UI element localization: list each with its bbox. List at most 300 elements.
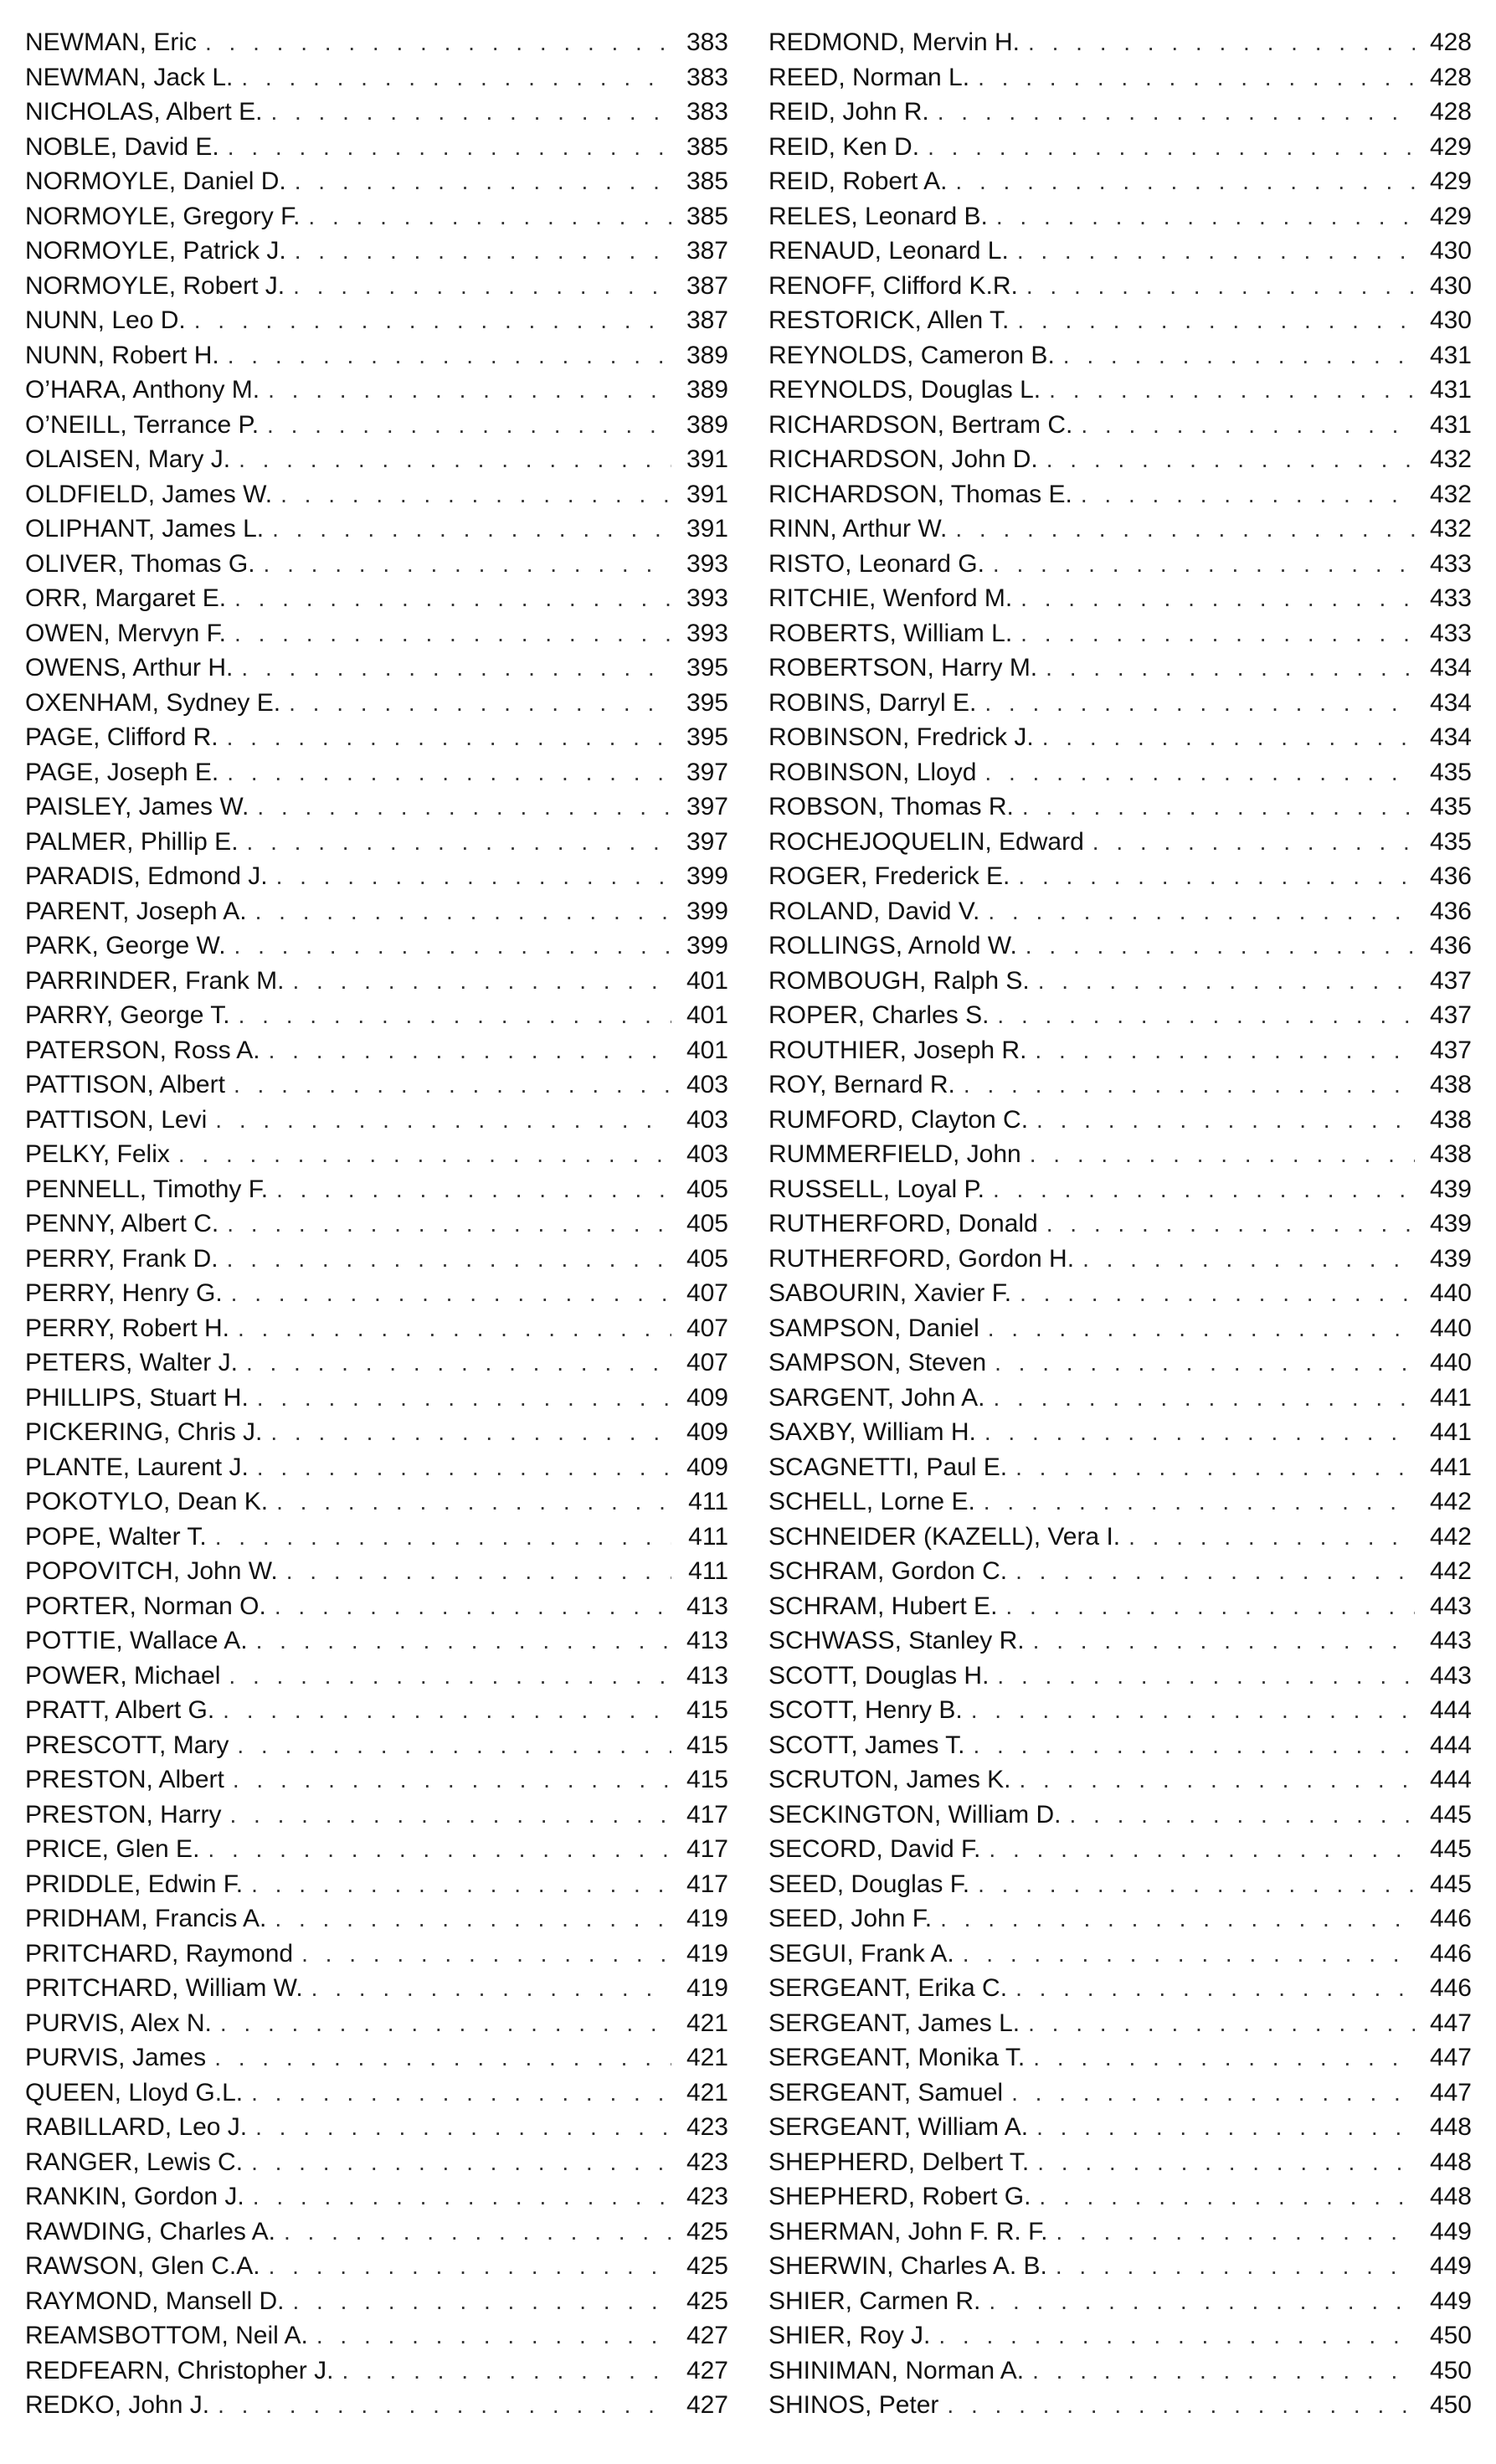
dot-leader bbox=[251, 1867, 671, 1902]
index-entry bbox=[769, 373, 1472, 408]
index-entry bbox=[769, 512, 1472, 547]
entry-name: ROLAND, David V. bbox=[769, 897, 980, 925]
dot-leader bbox=[963, 1937, 1415, 1972]
entry-page-number: 434 bbox=[1429, 688, 1472, 717]
dot-leader bbox=[311, 1971, 671, 2006]
dot-leader bbox=[228, 130, 671, 165]
entry-page-number: 449 bbox=[1429, 2217, 1472, 2245]
index-entry bbox=[769, 1901, 1472, 1937]
index-entry bbox=[25, 1242, 728, 1277]
entry-name: SCHELL, Lorne E. bbox=[769, 1488, 975, 1515]
entry-name: SAMPSON, Steven bbox=[769, 1349, 987, 1376]
entry-page-number: 385 bbox=[686, 132, 728, 161]
entry-name: RINN, Arthur W. bbox=[769, 515, 948, 543]
index-entry bbox=[25, 1693, 728, 1728]
index-entry bbox=[769, 1971, 1472, 2006]
index-entry bbox=[25, 1867, 728, 1902]
dot-leader bbox=[276, 1172, 671, 1207]
entry-page-number: 403 bbox=[686, 1071, 728, 1098]
entry-name: SHERMAN, John F. R. F. bbox=[769, 2217, 1048, 2245]
dot-leader bbox=[1038, 964, 1415, 999]
entry-name: NUNN, Leo D. bbox=[25, 306, 186, 334]
entry-name: RUMMERFIELD, John bbox=[769, 1140, 1021, 1168]
entry-name: ROBINSON, Lloyd bbox=[769, 758, 977, 786]
dot-leader bbox=[984, 686, 1415, 721]
index-entry bbox=[25, 1589, 728, 1624]
index-entry bbox=[769, 1728, 1472, 1763]
dot-leader bbox=[1033, 1623, 1415, 1659]
entry-page-number: 432 bbox=[1429, 480, 1472, 508]
index-entry bbox=[769, 1937, 1472, 1972]
dot-leader bbox=[237, 1728, 671, 1763]
dot-leader bbox=[1020, 616, 1415, 651]
dot-leader bbox=[239, 998, 671, 1033]
dot-leader bbox=[289, 686, 671, 721]
entry-page-number: 445 bbox=[1429, 1835, 1472, 1863]
entry-page-number: 385 bbox=[686, 202, 728, 230]
entry-name: O’NEILL, Terrance P. bbox=[25, 410, 260, 439]
dot-leader bbox=[227, 1242, 671, 1277]
index-entry bbox=[25, 2353, 728, 2389]
dot-leader bbox=[1028, 25, 1415, 60]
entry-page-number: 393 bbox=[686, 549, 728, 578]
entry-page-number: 389 bbox=[686, 410, 728, 439]
entry-name: NEWMAN, Eric bbox=[25, 28, 197, 56]
entry-name: SAXBY, William H. bbox=[769, 1418, 976, 1446]
entry-name: SCRUTON, James K. bbox=[769, 1766, 1011, 1793]
index-entry bbox=[25, 512, 728, 547]
index-entry bbox=[769, 95, 1472, 130]
dot-leader bbox=[993, 547, 1415, 582]
entry-page-number: 419 bbox=[686, 1939, 728, 1968]
entry-page-number: 436 bbox=[1429, 862, 1472, 890]
index-entry bbox=[25, 2284, 728, 2319]
entry-page-number: 438 bbox=[1429, 1105, 1472, 1134]
index-entry bbox=[769, 825, 1472, 860]
entry-name: ROY, Bernard R. bbox=[769, 1071, 955, 1098]
entry-name: SERGEANT, William A. bbox=[769, 2113, 1029, 2141]
dot-leader bbox=[1056, 2215, 1415, 2250]
entry-page-number: 407 bbox=[686, 1279, 728, 1307]
index-entry bbox=[25, 1484, 728, 1520]
dot-leader bbox=[1049, 373, 1415, 408]
entry-page-number: 417 bbox=[686, 1800, 728, 1829]
dot-leader bbox=[955, 512, 1415, 547]
index-entry bbox=[769, 1693, 1472, 1728]
entry-name: SCOTT, Douglas H. bbox=[769, 1661, 990, 1690]
entry-page-number: 440 bbox=[1429, 1349, 1472, 1376]
entry-name: RISTO, Leonard G. bbox=[769, 549, 984, 578]
dot-leader bbox=[342, 2353, 671, 2389]
entry-name: PERRY, Henry G. bbox=[25, 1279, 223, 1307]
entry-name: REYNOLDS, Douglas L. bbox=[769, 376, 1041, 404]
dot-leader bbox=[1018, 859, 1415, 894]
entry-page-number: 429 bbox=[1429, 202, 1472, 230]
entry-name: SHIER, Roy J. bbox=[769, 2322, 931, 2349]
entry-name: SARGENT, John A. bbox=[769, 1383, 985, 1412]
dot-leader bbox=[234, 929, 671, 964]
entry-name: SEGUI, Frank A. bbox=[769, 1939, 954, 1968]
index-entry bbox=[25, 2179, 728, 2215]
entry-page-number: 440 bbox=[1429, 1279, 1472, 1307]
index-entry bbox=[25, 408, 728, 443]
entry-name: PRICE, Glen E. bbox=[25, 1835, 200, 1863]
index-entry bbox=[25, 2040, 728, 2076]
dot-leader bbox=[1026, 929, 1415, 964]
index-entry bbox=[25, 998, 728, 1033]
entry-name: SHIER, Carmen R. bbox=[769, 2287, 981, 2315]
dot-leader bbox=[205, 25, 671, 60]
entry-name: OLDFIELD, James W. bbox=[25, 480, 273, 508]
dot-leader bbox=[269, 1033, 671, 1068]
dot-leader bbox=[275, 1589, 671, 1624]
entry-page-number: 432 bbox=[1429, 445, 1472, 473]
entry-name: PELKY, Felix bbox=[25, 1140, 170, 1168]
index-entry bbox=[769, 1867, 1472, 1902]
entry-page-number: 397 bbox=[686, 793, 728, 820]
index-entry bbox=[25, 1450, 728, 1485]
dot-leader bbox=[997, 1659, 1415, 1694]
dot-leader bbox=[223, 1693, 671, 1728]
entry-name: SCHRAM, Hubert E. bbox=[769, 1592, 998, 1620]
index-entry bbox=[769, 616, 1472, 651]
entry-page-number: 417 bbox=[686, 1835, 728, 1863]
dot-leader bbox=[1017, 234, 1415, 269]
dot-leader bbox=[229, 1659, 671, 1694]
dot-leader bbox=[293, 2284, 672, 2319]
index-entry bbox=[25, 547, 728, 582]
entry-page-number: 403 bbox=[686, 1140, 728, 1168]
entry-name: SCHNEIDER (KAZELL), Vera I. bbox=[769, 1522, 1121, 1551]
entry-page-number: 389 bbox=[686, 376, 728, 404]
index-entry bbox=[769, 1415, 1472, 1450]
dot-leader bbox=[1020, 1762, 1416, 1798]
entry-page-number: 399 bbox=[686, 862, 728, 890]
entry-page-number: 405 bbox=[686, 1244, 728, 1273]
entry-name: PAGE, Clifford R. bbox=[25, 723, 218, 751]
index-entry bbox=[769, 998, 1472, 1033]
entry-name: SECORD, David F. bbox=[769, 1835, 981, 1863]
entry-page-number: 417 bbox=[686, 1870, 728, 1898]
dot-leader bbox=[292, 964, 671, 999]
index-entry bbox=[769, 1033, 1472, 1068]
entry-name: PERRY, Frank D. bbox=[25, 1244, 218, 1273]
index-entry bbox=[769, 686, 1472, 721]
entry-page-number: 446 bbox=[1429, 1974, 1472, 2002]
index-entry bbox=[25, 1623, 728, 1659]
entry-name: PARRY, George T. bbox=[25, 1001, 230, 1029]
entry-page-number: 450 bbox=[1429, 2322, 1472, 2349]
entry-name: PAISLEY, James W. bbox=[25, 793, 249, 820]
dot-leader bbox=[272, 512, 671, 547]
index-entry bbox=[769, 1381, 1472, 1416]
dot-leader bbox=[993, 1172, 1415, 1207]
entry-page-number: 450 bbox=[1429, 2391, 1472, 2419]
entry-page-number: 409 bbox=[686, 1383, 728, 1412]
index-entry bbox=[25, 859, 728, 894]
entry-page-number: 425 bbox=[686, 2217, 728, 2245]
index-entry bbox=[25, 477, 728, 512]
index-entry bbox=[25, 95, 728, 130]
entry-name: REAMSBOTTOM, Neil A. bbox=[25, 2322, 308, 2349]
dot-leader bbox=[955, 164, 1415, 199]
entry-page-number: 403 bbox=[686, 1105, 728, 1134]
index-entry bbox=[769, 164, 1472, 199]
entry-page-number: 444 bbox=[1429, 1766, 1472, 1793]
index-entry bbox=[769, 581, 1472, 616]
index-entry bbox=[25, 338, 728, 373]
entry-name: PRESTON, Harry bbox=[25, 1800, 222, 1829]
index-entry bbox=[25, 1137, 728, 1172]
entry-page-number: 433 bbox=[1429, 584, 1472, 612]
dot-leader bbox=[1036, 2110, 1415, 2145]
index-entry bbox=[769, 408, 1472, 443]
index-entry bbox=[25, 1415, 728, 1450]
entry-page-number: 439 bbox=[1429, 1175, 1472, 1203]
entry-page-number: 421 bbox=[686, 2078, 728, 2106]
index-entry bbox=[25, 581, 728, 616]
entry-page-number: 427 bbox=[686, 2322, 728, 2349]
dot-leader bbox=[257, 1450, 671, 1485]
dot-leader bbox=[1046, 1206, 1415, 1242]
entry-name: NORMOYLE, Daniel D. bbox=[25, 167, 286, 195]
entry-page-number: 428 bbox=[1429, 28, 1472, 56]
entry-name: PARADIS, Edmond J. bbox=[25, 862, 268, 890]
entry-name: POPOVITCH, John W. bbox=[25, 1557, 278, 1585]
entry-name: ROBINS, Darryl E. bbox=[769, 688, 977, 717]
dot-leader bbox=[988, 1311, 1415, 1346]
entry-page-number: 397 bbox=[686, 827, 728, 856]
dot-leader bbox=[1032, 2353, 1415, 2389]
entry-page-number: 441 bbox=[1429, 1418, 1472, 1446]
entry-name: PURVIS, Alex N. bbox=[25, 2009, 212, 2037]
entry-page-number: 443 bbox=[1429, 1661, 1472, 1690]
entry-name: SCOTT, James T. bbox=[769, 1731, 965, 1759]
entry-name: OWENS, Arthur H. bbox=[25, 654, 234, 682]
dot-leader bbox=[227, 755, 671, 790]
index-entry bbox=[769, 303, 1472, 338]
entry-name: PRATT, Albert G. bbox=[25, 1696, 215, 1724]
dot-leader bbox=[218, 2388, 671, 2423]
entry-page-number: 450 bbox=[1429, 2356, 1472, 2384]
index-entry bbox=[25, 2215, 728, 2250]
entry-page-number: 439 bbox=[1429, 1210, 1472, 1237]
entry-name: REDKO, John J. bbox=[25, 2391, 210, 2419]
index-entry bbox=[25, 199, 728, 234]
entry-page-number: 415 bbox=[686, 1731, 728, 1759]
entry-name: ROBERTSON, Harry M. bbox=[769, 654, 1038, 682]
entry-page-number: 430 bbox=[1429, 237, 1472, 265]
entry-page-number: 430 bbox=[1429, 271, 1472, 300]
dot-leader bbox=[214, 2040, 671, 2076]
entry-page-number: 413 bbox=[686, 1627, 728, 1654]
dot-leader bbox=[978, 1867, 1415, 1902]
entry-name: SABOURIN, Xavier F. bbox=[769, 1279, 1012, 1307]
entry-page-number: 434 bbox=[1429, 654, 1472, 682]
entry-name: ORR, Margaret E. bbox=[25, 584, 227, 612]
dot-leader bbox=[316, 2318, 671, 2353]
entry-name: SERGEANT, Erika C. bbox=[769, 1974, 1008, 2002]
entry-name: SCAGNETTI, Paul E. bbox=[769, 1453, 1008, 1481]
index-entry bbox=[769, 1520, 1472, 1555]
entry-page-number: 447 bbox=[1429, 2009, 1472, 2037]
entry-page-number: 427 bbox=[686, 2391, 728, 2419]
dot-leader bbox=[178, 1137, 671, 1172]
dot-leader bbox=[247, 825, 671, 860]
entry-page-number: 407 bbox=[686, 1349, 728, 1376]
entry-name: PATTISON, Albert bbox=[25, 1071, 225, 1098]
entry-page-number: 446 bbox=[1429, 1905, 1472, 1932]
entry-page-number: 443 bbox=[1429, 1592, 1472, 1620]
dot-leader bbox=[1081, 408, 1415, 443]
entry-page-number: 383 bbox=[686, 63, 728, 91]
dot-leader bbox=[239, 442, 671, 477]
entry-name: ROCHEJOQUELIN, Edward bbox=[769, 827, 1084, 856]
entry-name: OWEN, Mervyn F. bbox=[25, 619, 227, 647]
index-entry bbox=[25, 964, 728, 999]
entry-name: RUTHERFORD, Gordon H. bbox=[769, 1244, 1075, 1273]
index-entry bbox=[25, 1381, 728, 1416]
entry-page-number: 421 bbox=[686, 2044, 728, 2071]
entry-name: NORMOYLE, Patrick J. bbox=[25, 237, 286, 265]
entry-name: SHINOS, Peter bbox=[769, 2391, 939, 2419]
dot-leader bbox=[234, 616, 671, 651]
entry-name: NORMOYLE, Gregory F. bbox=[25, 202, 301, 230]
entry-page-number: 439 bbox=[1429, 1244, 1472, 1273]
dot-leader bbox=[256, 1623, 671, 1659]
entry-page-number: 415 bbox=[686, 1766, 728, 1793]
entry-page-number: 433 bbox=[1429, 619, 1472, 647]
entry-page-number: 391 bbox=[686, 445, 728, 473]
dot-leader bbox=[993, 1381, 1415, 1416]
dot-leader bbox=[227, 1206, 671, 1242]
dot-leader bbox=[1017, 303, 1415, 338]
dot-leader bbox=[251, 2076, 671, 2111]
entry-name: ROBINSON, Fredrick J. bbox=[769, 723, 1034, 751]
index-entry bbox=[769, 859, 1472, 894]
entry-page-number: 411 bbox=[688, 1557, 728, 1585]
dot-leader bbox=[1069, 1798, 1415, 1833]
entry-page-number: 437 bbox=[1429, 1001, 1472, 1029]
entry-page-number: 405 bbox=[686, 1210, 728, 1237]
dot-leader bbox=[257, 1381, 671, 1416]
entry-name: QUEEN, Lloyd G.L. bbox=[25, 2078, 244, 2106]
index-entry bbox=[769, 2179, 1472, 2215]
entry-name: RAWSON, Glen C.A. bbox=[25, 2252, 260, 2280]
entry-name: REID, John R. bbox=[769, 98, 929, 126]
entry-name: NICHOLAS, Albert E. bbox=[25, 98, 263, 126]
entry-name: OLIVER, Thomas G. bbox=[25, 549, 255, 578]
entry-name: SEED, John F. bbox=[769, 1905, 933, 1932]
entry-name: SHEPHERD, Robert G. bbox=[769, 2183, 1031, 2210]
index-entry bbox=[769, 1137, 1472, 1172]
entry-name: NOBLE, David E. bbox=[25, 132, 219, 161]
dot-leader bbox=[215, 1103, 671, 1138]
entry-page-number: 428 bbox=[1429, 63, 1472, 91]
dot-leader bbox=[1035, 1033, 1415, 1068]
entry-name: RENOFF, Clifford K.R. bbox=[769, 271, 1018, 300]
dot-leader bbox=[947, 2388, 1415, 2423]
entry-page-number: 431 bbox=[1429, 410, 1472, 439]
entry-page-number: 387 bbox=[686, 237, 728, 265]
dot-leader bbox=[1015, 1554, 1415, 1589]
entry-name: RITCHIE, Wenford M. bbox=[769, 584, 1013, 612]
index-entry bbox=[769, 2145, 1472, 2180]
index-entry bbox=[769, 755, 1472, 790]
entry-name: REDMOND, Mervin H. bbox=[769, 28, 1020, 56]
dot-leader bbox=[995, 1345, 1415, 1381]
index-entry bbox=[769, 2040, 1472, 2076]
index-entry bbox=[769, 2006, 1472, 2041]
dot-leader bbox=[997, 998, 1415, 1033]
entry-page-number: 440 bbox=[1429, 1314, 1472, 1342]
entry-name: PAGE, Joseph E. bbox=[25, 758, 219, 786]
dot-leader bbox=[1036, 1103, 1415, 1138]
index-entry bbox=[769, 1311, 1472, 1346]
entry-page-number: 401 bbox=[686, 1036, 728, 1064]
index-entry bbox=[769, 199, 1472, 234]
dot-leader bbox=[996, 199, 1415, 234]
index-entry bbox=[769, 2388, 1472, 2423]
entry-name: POWER, Michael bbox=[25, 1661, 221, 1690]
entry-page-number: 434 bbox=[1429, 723, 1472, 751]
index-entry bbox=[25, 825, 728, 860]
dot-leader bbox=[257, 790, 671, 825]
dot-leader bbox=[264, 547, 671, 582]
entry-page-number: 411 bbox=[688, 1488, 728, 1515]
entry-page-number: 387 bbox=[686, 306, 728, 334]
entry-name: ROLLINGS, Arnold W. bbox=[769, 932, 1017, 959]
entry-name: ROUTHIER, Joseph R. bbox=[769, 1036, 1027, 1064]
entry-page-number: 401 bbox=[686, 966, 728, 995]
index-entry bbox=[25, 2318, 728, 2353]
entry-page-number: 395 bbox=[686, 654, 728, 682]
entry-name: SAMPSON, Daniel bbox=[769, 1314, 979, 1342]
dot-leader bbox=[1046, 651, 1415, 686]
index-entry bbox=[25, 790, 728, 825]
index-entry bbox=[25, 1520, 728, 1555]
entry-name: RANKIN, Gordon J. bbox=[25, 2183, 244, 2210]
index-column-right bbox=[769, 25, 1472, 2423]
entry-name: PETERS, Walter J. bbox=[25, 1349, 238, 1376]
entry-name: O’HARA, Anthony M. bbox=[25, 376, 260, 404]
entry-page-number: 411 bbox=[688, 1522, 728, 1551]
index-entry bbox=[25, 1728, 728, 1763]
entry-name: PENNELL, Timothy F. bbox=[25, 1175, 269, 1203]
dot-leader bbox=[234, 1067, 671, 1103]
index-entry bbox=[25, 1554, 728, 1589]
entry-page-number: 395 bbox=[686, 723, 728, 751]
index-entry bbox=[769, 25, 1472, 60]
dot-leader bbox=[938, 95, 1415, 130]
index-entry bbox=[769, 2284, 1472, 2319]
entry-name: RENAUD, Leonard L. bbox=[769, 237, 1009, 265]
entry-page-number: 413 bbox=[686, 1661, 728, 1690]
dot-leader bbox=[208, 1832, 671, 1867]
entry-page-number: 393 bbox=[686, 584, 728, 612]
dot-leader bbox=[989, 1832, 1415, 1867]
index-entry bbox=[25, 2076, 728, 2111]
dot-leader bbox=[241, 60, 671, 95]
entry-page-number: 441 bbox=[1429, 1453, 1472, 1481]
index-entry bbox=[25, 929, 728, 964]
entry-name: SERGEANT, Samuel bbox=[769, 2078, 1004, 2106]
index-entry bbox=[25, 1659, 728, 1694]
entry-page-number: 391 bbox=[686, 480, 728, 508]
entry-page-number: 442 bbox=[1429, 1488, 1472, 1515]
entry-page-number: 427 bbox=[686, 2356, 728, 2384]
entry-name: ROBSON, Thomas R. bbox=[769, 793, 1014, 820]
